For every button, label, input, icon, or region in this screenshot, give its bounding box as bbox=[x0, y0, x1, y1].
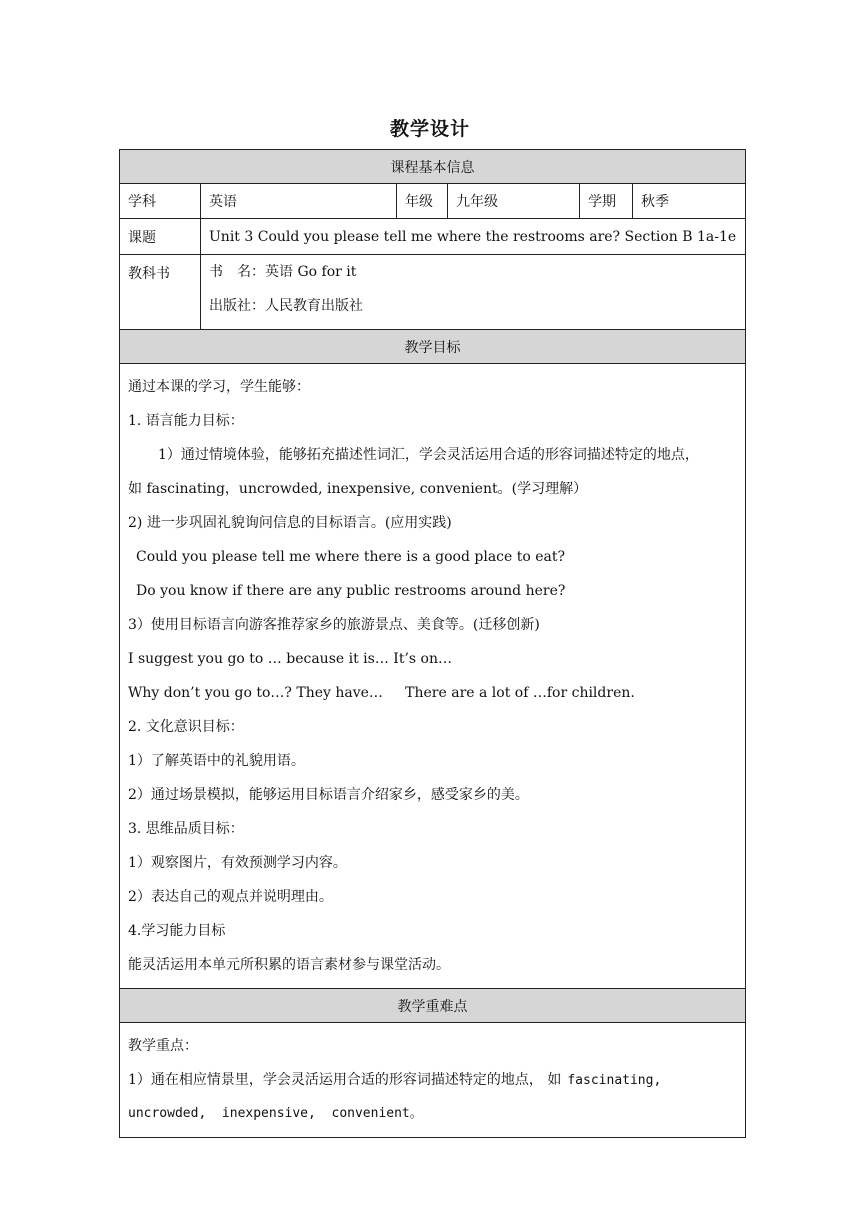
basic-info-header: 课程基本信息 bbox=[120, 150, 746, 184]
objective-item: 2) 进一步巩固礼貌询问信息的目标语言。(应用实践) bbox=[128, 515, 452, 531]
example-sentence: Could you please tell me where there is a good place to eat? bbox=[136, 549, 566, 565]
objective-item: 如 fascinating，uncrowded, inexpensive, convenient。(学习理解） bbox=[128, 481, 588, 497]
objective-item: 1）了解英语中的礼貌用语。 bbox=[128, 753, 305, 769]
objectives-intro: 通过本课的学习，学生能够： bbox=[128, 379, 310, 395]
document-title: 教学设计 bbox=[389, 118, 470, 140]
objectives-body bbox=[120, 364, 746, 989]
objective-heading-culture: 2. 文化意识目标： bbox=[128, 719, 244, 735]
objective-heading-thinking: 3. 思维品质目标： bbox=[128, 821, 244, 837]
term-value: 秋季 bbox=[633, 184, 746, 219]
example-sentence: I suggest you go to … because it is… It’s on… bbox=[128, 651, 452, 667]
objective-item: 能灵活运用本单元所积累的语言素材参与课堂活动。 bbox=[128, 957, 450, 973]
key-points-label: 教学重点： bbox=[128, 1038, 198, 1054]
key-points-header: 教学重难点 bbox=[120, 989, 746, 1023]
key-point-item bbox=[128, 1063, 737, 1097]
objective-item: 1）观察图片，有效预测学习内容。 bbox=[128, 855, 347, 871]
subject-value: 英语 bbox=[201, 184, 397, 219]
key-point-item: uncrowded, inexpensive, convenient。 bbox=[128, 1106, 423, 1121]
objective-item: 1）通过情境体验，能够拓充描述性词汇，学会灵活运用合适的形容词描述特定的地点， bbox=[158, 447, 699, 463]
key-point-text-en: fascinating, bbox=[567, 1073, 662, 1088]
textbook-info bbox=[201, 255, 746, 330]
objective-heading-language: 1. 语言能力目标： bbox=[128, 413, 244, 429]
key-points-body bbox=[120, 1023, 746, 1138]
objective-item: 2）表达自己的观点并说明理由。 bbox=[128, 889, 333, 905]
topic-value: Unit 3 Could you please tell me where the restrooms are? Section B 1a-1e bbox=[201, 219, 746, 255]
grade-label: 年级 bbox=[397, 184, 448, 219]
term-label: 学期 bbox=[580, 184, 633, 219]
example-sentence: Why don’t you go to…? They have… There are a lot of …for children. bbox=[128, 685, 635, 701]
subject-label: 学科 bbox=[120, 184, 201, 219]
example-sentence: Do you know if there are any public restrooms around here? bbox=[136, 583, 566, 599]
key-point-text-cn: 1）通在相应情景里，学会灵活运用合适的形容词描述特定的地点， 如 bbox=[128, 1072, 562, 1088]
textbook-publisher: 出版社：人民教育出版社 bbox=[209, 298, 363, 314]
topic-label: 课题 bbox=[120, 219, 201, 255]
textbook-label: 教科书 bbox=[120, 255, 201, 330]
objective-heading-learning: 4.学习能力目标 bbox=[128, 923, 226, 939]
grade-value: 九年级 bbox=[448, 184, 580, 219]
textbook-name: 书 名：英语 Go for it bbox=[209, 264, 357, 280]
objectives-header: 教学目标 bbox=[120, 330, 746, 364]
objective-item: 3）使用目标语言向游客推荐家乡的旅游景点、美食等。(迁移创新) bbox=[128, 617, 540, 633]
lesson-plan-table bbox=[119, 149, 746, 1138]
objective-item: 2）通过场景模拟，能够运用目标语言介绍家乡，感受家乡的美。 bbox=[128, 787, 529, 803]
